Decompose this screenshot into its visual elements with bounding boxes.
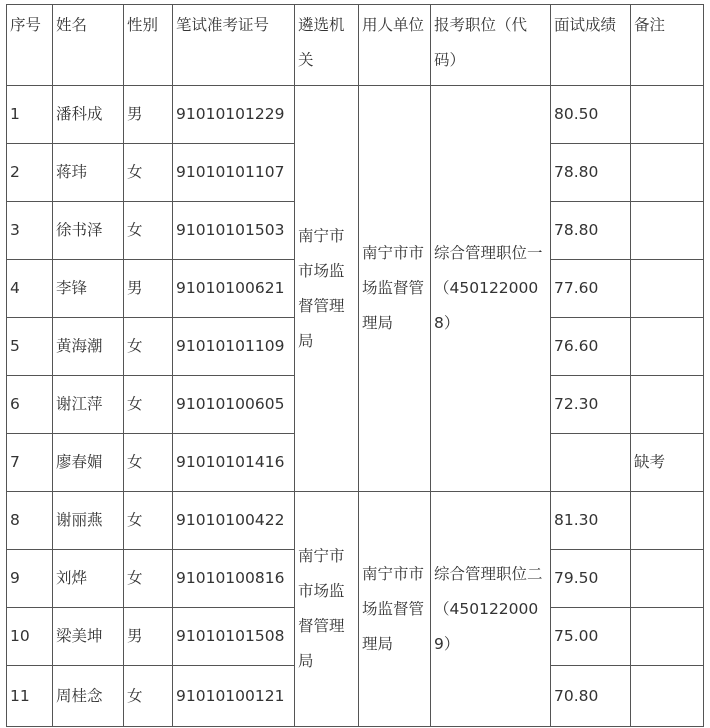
cell-no: 11 [7, 666, 53, 727]
table-row [7, 86, 704, 144]
header-note: 备注 [631, 5, 704, 86]
header-gender: 性别 [124, 5, 173, 86]
cell-name: 梁美坤 [53, 608, 124, 666]
cell-gender: 女 [124, 376, 173, 434]
cell-note [631, 144, 704, 202]
header-position: 报考职位（代码） [431, 5, 551, 86]
table-row [7, 492, 704, 550]
cell-exam-id: 91010101109 [173, 318, 295, 376]
cell-agency: 南宁市市场监督管理局 [295, 86, 359, 492]
cell-exam-id: 91010101508 [173, 608, 295, 666]
cell-name: 谢丽燕 [53, 492, 124, 550]
cell-gender: 女 [124, 492, 173, 550]
header-name: 姓名 [53, 5, 124, 86]
cell-score: 78.80 [551, 202, 631, 260]
cell-gender: 女 [124, 202, 173, 260]
cell-no: 1 [7, 86, 53, 144]
cell-employer: 南宁市市场监督管理局 [359, 492, 431, 727]
cell-no: 5 [7, 318, 53, 376]
header-exam-id: 笔试准考证号 [173, 5, 295, 86]
cell-name: 刘烨 [53, 550, 124, 608]
cell-gender: 女 [124, 144, 173, 202]
score-table [6, 4, 704, 727]
cell-employer: 南宁市市场监督管理局 [359, 86, 431, 492]
cell-gender: 女 [124, 434, 173, 492]
cell-exam-id: 91010100605 [173, 376, 295, 434]
cell-note [631, 318, 704, 376]
cell-gender: 女 [124, 666, 173, 727]
cell-score: 72.30 [551, 376, 631, 434]
header-no: 序号 [7, 5, 53, 86]
cell-note [631, 202, 704, 260]
cell-score: 75.00 [551, 608, 631, 666]
cell-no: 8 [7, 492, 53, 550]
cell-gender: 男 [124, 260, 173, 318]
cell-gender: 女 [124, 318, 173, 376]
header-agency: 遴选机关 [295, 5, 359, 86]
cell-exam-id: 91010101229 [173, 86, 295, 144]
cell-exam-id: 91010101107 [173, 144, 295, 202]
cell-no: 7 [7, 434, 53, 492]
cell-exam-id: 91010101503 [173, 202, 295, 260]
cell-score: 79.50 [551, 550, 631, 608]
cell-agency: 南宁市市场监督管理局 [295, 492, 359, 727]
cell-note [631, 492, 704, 550]
cell-exam-id: 91010100422 [173, 492, 295, 550]
cell-exam-id: 91010100121 [173, 666, 295, 727]
cell-score: 70.80 [551, 666, 631, 727]
cell-note [631, 608, 704, 666]
cell-note: 缺考 [631, 434, 704, 492]
cell-note [631, 260, 704, 318]
cell-name: 周桂念 [53, 666, 124, 727]
cell-no: 4 [7, 260, 53, 318]
cell-score: 80.50 [551, 86, 631, 144]
cell-score: 77.60 [551, 260, 631, 318]
cell-name: 黄海潮 [53, 318, 124, 376]
cell-no: 2 [7, 144, 53, 202]
table-body [7, 5, 704, 727]
cell-score: 81.30 [551, 492, 631, 550]
cell-score: 78.80 [551, 144, 631, 202]
cell-gender: 男 [124, 86, 173, 144]
cell-gender: 男 [124, 608, 173, 666]
header-score: 面试成绩 [551, 5, 631, 86]
cell-no: 10 [7, 608, 53, 666]
cell-no: 6 [7, 376, 53, 434]
cell-score [551, 434, 631, 492]
cell-name: 潘科成 [53, 86, 124, 144]
cell-name: 李锋 [53, 260, 124, 318]
cell-note [631, 376, 704, 434]
cell-note [631, 86, 704, 144]
cell-name: 蒋玮 [53, 144, 124, 202]
cell-no: 3 [7, 202, 53, 260]
cell-exam-id: 91010101416 [173, 434, 295, 492]
cell-note [631, 550, 704, 608]
header-employer: 用人单位 [359, 5, 431, 86]
cell-name: 谢江萍 [53, 376, 124, 434]
cell-gender: 女 [124, 550, 173, 608]
cell-position: 综合管理职位二（4501220009） [431, 492, 551, 727]
cell-no: 9 [7, 550, 53, 608]
cell-score: 76.60 [551, 318, 631, 376]
cell-name: 廖春媚 [53, 434, 124, 492]
cell-exam-id: 91010100621 [173, 260, 295, 318]
cell-note [631, 666, 704, 727]
cell-position: 综合管理职位一（4501220008） [431, 86, 551, 492]
cell-exam-id: 91010100816 [173, 550, 295, 608]
header-row [7, 5, 704, 86]
cell-name: 徐书泽 [53, 202, 124, 260]
